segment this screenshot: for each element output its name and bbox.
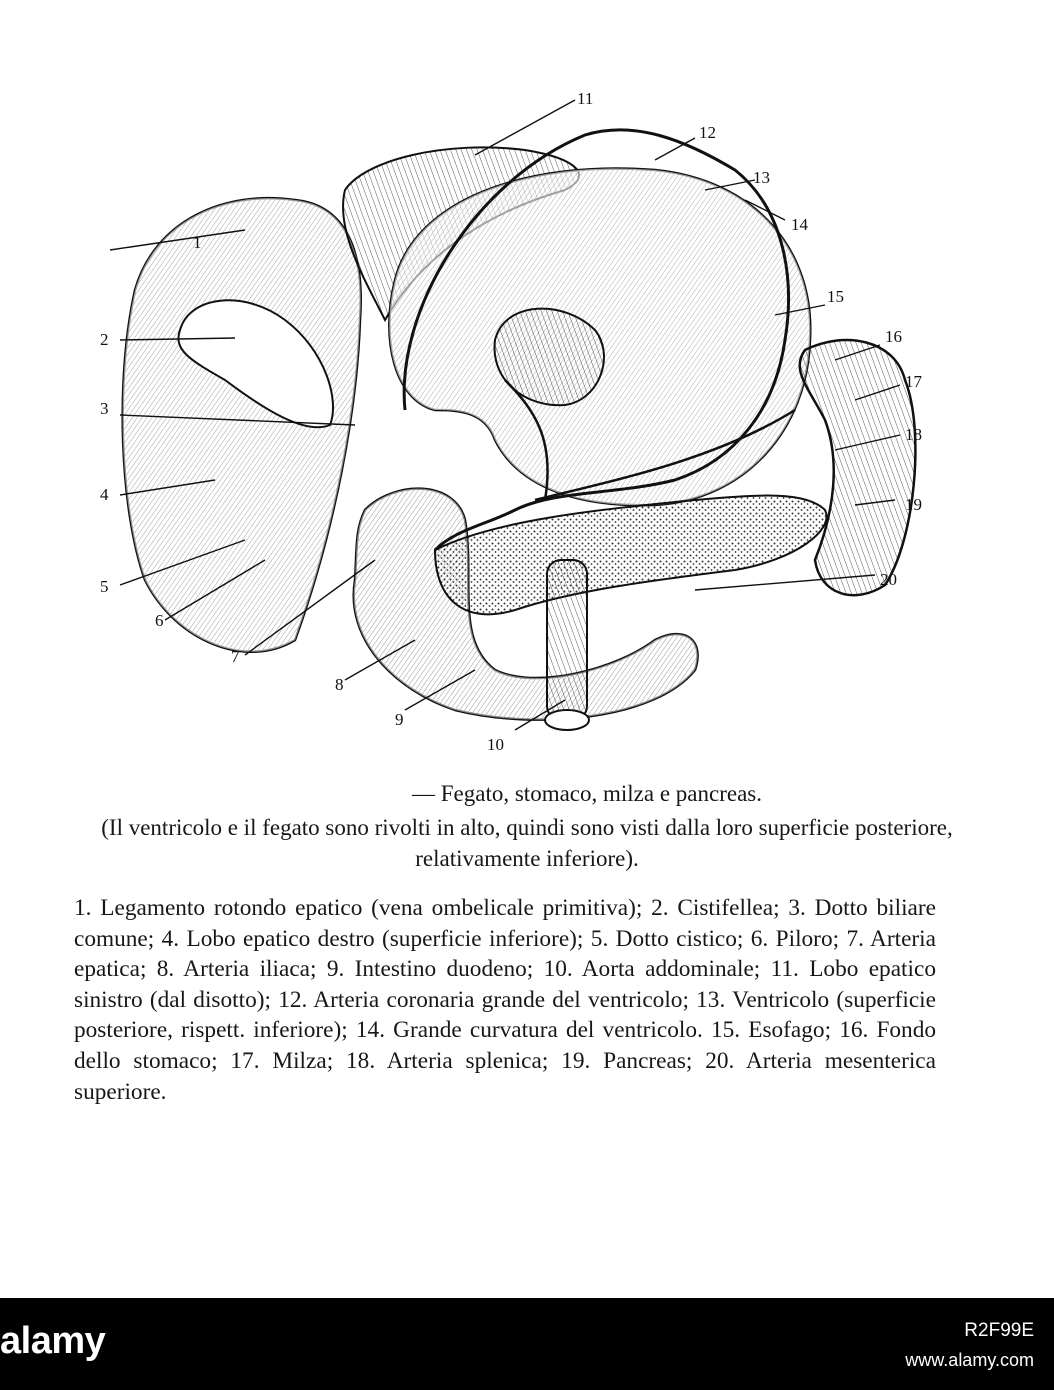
watermark-footer [0,1298,1054,1390]
legend-item: 17. Milza; [230,1047,347,1074]
callout-18: 18 [905,425,922,444]
legend-item: 12. Arteria coronaria grande del ventricolo; [278,986,697,1013]
legend-item: 13. Ventricolo (superficie posteriore, rispett. inferiore); [74,986,936,1044]
callout-8: 8 [335,675,344,694]
alamy-url: www.alamy.com [905,1350,1034,1370]
spleen [800,340,916,595]
legend-item: 20. Arteria mesenterica superiore. [74,1047,936,1105]
callout-17: 17 [905,372,922,391]
legend-item: 10. Aorta addominale; [543,956,771,983]
legend-item: 7. Arteria epatica; [74,925,936,983]
legend-item: 9. Intestino duodeno; [326,956,544,983]
callout-16: 16 [885,327,902,346]
callout-3: 3 [100,399,109,418]
callout-7: 7 [231,647,240,666]
callout-12: 12 [699,123,716,142]
legend-item: 3. Dotto biliare comune; [74,895,936,952]
alamy-logo: alamy [0,1320,106,1362]
image-id: R2F99E [964,1320,1034,1341]
legend-item: 16. Fondo dello stomaco; [74,1017,936,1074]
legend-item: 4. Lobo epatico destro (superficie inferiore); [161,925,591,952]
legend-item: 15. Esofago; [710,1017,840,1044]
callout-10: 10 [487,735,504,754]
callout-4: 4 [100,485,109,504]
callout-14: 14 [791,215,808,234]
legend-item: 2. Cistifellea; [651,895,789,921]
legend-item: 11. Lobo epatico sinistro (dal disotto); [74,956,936,1013]
callout-13: 13 [753,168,770,187]
callout-20: 20 [880,570,897,589]
legend-item: 14. Grande curvatura del ventricolo. [355,1017,711,1044]
callout-1: 1 [193,233,202,252]
legend-item: 5. Dotto cistico; [590,925,751,952]
callout-5: 5 [100,577,109,596]
figure-legend [74,893,936,1107]
callout-11: 11 [577,89,594,108]
legend-item: 18. Arteria splenica; [346,1047,562,1074]
aorta [547,560,587,720]
legend-item: 1. Legamento rotondo epatico (vena ombelicale primitiva); [74,895,652,921]
callout-2: 2 [100,330,109,349]
legend-item: 19. Pancreas; [561,1047,706,1074]
pancreas [435,496,827,615]
callout-19: 19 [905,495,922,514]
anatomical-illustration [95,80,955,760]
callout-6: 6 [155,611,164,630]
figure-caption-note: (Il ventricolo e il fegato sono rivolti in alto, quindi sono visti dalla loro superficie posteriore, relativamente inferiore). [101,815,953,871]
legend-item: 8. Arteria iliaca; [156,956,327,983]
legend-item: 6. Piloro; [750,925,847,952]
callout-15: 15 [827,287,844,306]
figure-caption-title: — Fegato, stomaco, milza e pancreas. [412,781,762,806]
callout-9: 9 [395,710,404,729]
